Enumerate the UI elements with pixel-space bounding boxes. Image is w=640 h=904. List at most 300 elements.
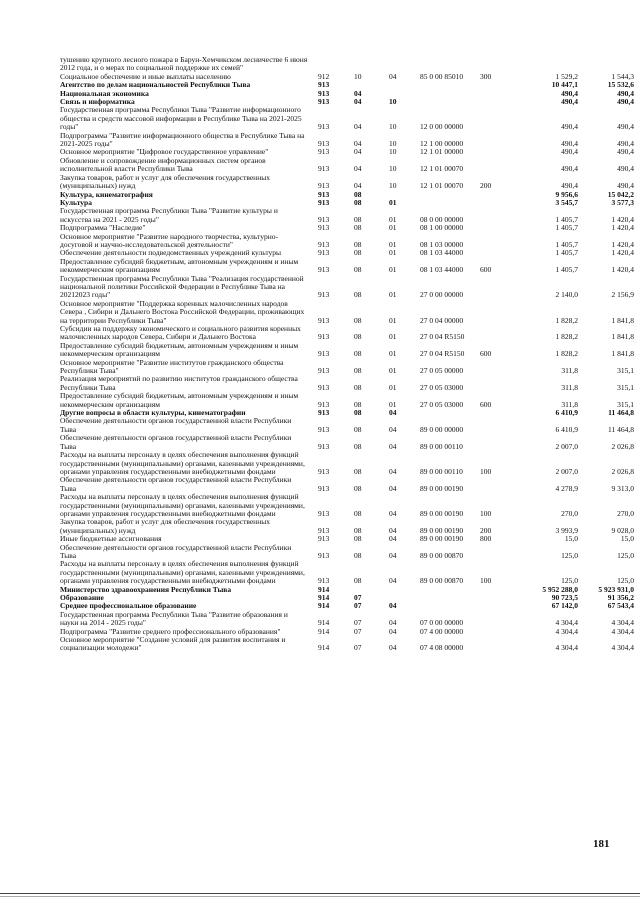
table-row [60,374,634,392]
subsection-code: 04 [389,71,397,81]
section-code: 04 [354,122,362,132]
row-name: Основное мероприятие "Создание условий для развития воспитания и социализации молодежи" [60,635,286,653]
table-row [60,492,634,518]
section-code: 08 [354,332,362,342]
amount-year-1: 6 410,9 [555,408,578,418]
subsection-code: 10 [389,147,397,157]
table-row [60,340,634,359]
table-row [60,635,634,653]
row-name: Иные бюджетные ассигнования [60,534,162,544]
row-name: Подпрограмма "Развитие информационного общества в Республике Тыва на 2021-2025 годы" [60,130,305,149]
amount-year-2: 4 304,4 [611,626,634,636]
amount-year-1: 5 952 288,0 [542,584,578,594]
table-row [60,256,634,275]
amount-year-2: 1 420,4 [611,214,634,224]
section-code: 04 [354,139,362,149]
amount-year-1: 125,0 [561,576,578,586]
amount-year-2: 11 464,8 [608,424,634,434]
amount-year-1: 125,0 [561,550,578,560]
subsection-code: 04 [389,424,397,434]
section-code: 08 [354,349,362,359]
row-name: Закупка товаров, работ и услуг для обеспечения государственных (муниципальных) нужд [60,517,271,535]
table-row [60,88,634,98]
target-article-code: 27 0 05 00000 [420,366,464,376]
row-name: Культура [60,197,92,207]
section-code: 08 [354,315,362,325]
subsection-code: 01 [389,248,397,258]
row-name: Предоставление субсидий бюджетным, автономным учреждениям и иным некоммерческим организациям [60,391,299,409]
target-article-code: 89 0 00 00190 [420,534,464,544]
target-article-code: 89 0 00 00870 [420,576,464,586]
amount-year-2: 15 042,2 [607,189,634,199]
subsection-code: 10 [389,122,397,132]
table-row [60,105,634,132]
amount-year-2: 1 841,8 [611,332,634,342]
row-name: Основное мероприятие "Развитие народного творчества, культурно-досуговой и научно-исследовательской деятельности" [60,231,278,249]
section-code: 04 [354,97,362,107]
footer-rule [0,893,640,894]
department-code: 914 [318,643,330,653]
expense-type-code: 200 [480,181,492,191]
section-code: 07 [354,626,362,636]
expense-type-code: 100 [480,466,492,476]
row-name: Расходы на выплаты персоналу в целях обеспечения выполнения функций государственными (муниципальными) органами, казенными учреждениями, органами управления государственными внебюджетными фондами [60,450,305,476]
department-code: 913 [318,97,330,107]
subsection-code: 04 [389,618,397,628]
table-row [60,559,634,586]
row-name: Подпрограмма "Наследие" [60,223,146,233]
target-article-code: 08 0 00 00000 [420,214,464,224]
row-name: Государственная программа Республики Тыва "Развитие культуры и искусства на 2021 - 2025 годы" [60,206,278,224]
subsection-code: 04 [389,534,397,544]
table-row [60,298,634,325]
department-code: 913 [318,239,330,249]
section-code: 08 [354,290,362,300]
subsection-code: 04 [389,550,397,560]
target-article-code: 27 0 04 R5150 [420,349,465,359]
department-code: 913 [318,181,330,191]
amount-year-2: 490,4 [617,164,634,174]
target-article-code: 12 1 01 00000 [420,147,464,157]
department-code: 913 [318,525,330,535]
table-row [60,130,634,149]
row-name: Расходы на выплаты персоналу в целях обеспечения выполнения функций государственными (муниципальными) органами, казенными учреждениями, органами управления государственными внебюджетными фондами [60,492,305,518]
department-code: 913 [318,550,330,560]
amount-year-2: 1 841,8 [611,349,634,359]
amount-year-1: 490,4 [561,139,578,149]
section-code: 04 [354,147,362,157]
row-name: тушению крупного лесного пожара в Барун-Хемчикском лесничестве 6 июня 2012 года, и о мерах по социальной поддержке их семей" [60,55,308,73]
section-code: 08 [354,408,362,418]
subsection-code: 01 [389,332,397,342]
department-code: 913 [318,508,330,518]
amount-year-1: 311,8 [561,366,578,376]
section-code: 04 [354,164,362,174]
section-code: 08 [354,576,362,586]
amount-year-2: 490,4 [617,147,634,157]
department-code: 913 [318,214,330,224]
amount-year-1: 490,4 [561,147,578,157]
department-code: 913 [318,441,330,451]
target-article-code: 89 0 00 00000 [420,424,464,434]
amount-year-2: 125,0 [617,550,634,560]
amount-year-2: 2 026,8 [611,466,634,476]
subsection-code: 04 [389,601,397,611]
section-code: 07 [354,601,362,611]
target-article-code: 12 1 01 00070 [420,164,464,174]
department-code: 913 [318,290,330,300]
target-article-code: 27 0 00 00000 [420,290,464,300]
row-name: Закупка товаров, работ и услуг для обеспечения государственных (муниципальных) нужд [60,172,271,191]
section-code: 07 [354,643,362,653]
section-code: 08 [354,525,362,535]
subsection-code: 04 [389,483,397,493]
row-name: Государственная программа Республики Тыва "Реализация государственной национальной политики Российской Федерации в Республике Тыва на 20212023 годы" [60,273,304,300]
amount-year-1: 1 405,7 [555,223,578,233]
amount-year-2: 67 543,4 [607,601,634,611]
target-article-code: 27 0 05 03000 [420,399,464,409]
department-code: 913 [318,332,330,342]
amount-year-2: 490,4 [617,139,634,149]
department-code: 913 [318,382,330,392]
amount-year-1: 3 993,9 [555,525,578,535]
table-row [60,172,634,191]
target-article-code: 12 1 00 00000 [420,139,464,149]
amount-year-2: 1 420,4 [611,223,634,233]
row-name: Основное мероприятие "Поддержка коренных малочисленных народов Севера , Сибири и Дальнего Востока Российской Федерации, проживающих на территории Республики Тыва" [60,298,305,325]
subsection-code: 04 [389,408,397,418]
amount-year-1: 490,4 [561,164,578,174]
row-name: Агентство по делам национальностей Республики Тыва [60,80,251,90]
amount-year-2: 315,1 [617,399,634,409]
department-code: 913 [318,164,330,174]
amount-year-1: 490,4 [561,122,578,132]
row-name: Субсидии на поддержку экономического и социального развития коренных малочисленных народов Севера, Сибири и Дальнего Востока [60,324,301,342]
section-code: 08 [354,366,362,376]
row-name: Основное мероприятие "Развитие институтов гражданского общества Республики Тыва" [60,357,284,376]
amount-year-1: 1 405,7 [555,239,578,249]
amount-year-2: 9 313,0 [611,483,634,493]
section-code: 08 [354,424,362,434]
amount-year-2: 1 420,4 [611,239,634,249]
table-row [60,609,634,628]
section-code: 08 [354,534,362,544]
amount-year-2: 9 028,0 [611,525,634,535]
row-name: Предоставление субсидий бюджетным, автономным учреждениям и иным некоммерческим организациям [60,340,299,359]
amount-year-2: 4 304,4 [611,643,634,653]
amount-year-1: 4 304,4 [555,643,578,653]
table-row [60,206,634,224]
section-code: 08 [354,239,362,249]
amount-year-2: 1 544,3 [611,71,634,81]
amount-year-2: 315,1 [617,366,634,376]
department-code: 913 [318,80,330,90]
row-name: Государственная программа Республики Тыва "Развитие образования и науки на 2014 - 2025 годы" [60,609,288,628]
row-name: Культура, кинематография [60,189,153,199]
department-code: 913 [318,248,330,258]
department-code: 913 [318,534,330,544]
department-code: 914 [318,626,330,636]
department-code: 913 [318,189,330,199]
section-code: 08 [354,399,362,409]
section-code: 08 [354,466,362,476]
amount-year-1: 1 405,7 [555,248,578,258]
table-row [60,155,634,174]
amount-year-1: 67 142,0 [551,601,578,611]
amount-year-1: 2 140,0 [555,290,578,300]
section-code: 08 [354,248,362,258]
row-name: Государственная программа Республики Тыва "Развитие информационного общества и средств массовой информации в Республике Тыва на 2021-2025 годы" [60,105,302,132]
row-name: Обеспечение деятельности органов государственной власти Республики Тыва [60,416,292,434]
subsection-code: 01 [389,265,397,275]
department-code: 913 [318,315,330,325]
target-article-code: 08 1 03 44000 [420,248,464,258]
section-code: 04 [354,181,362,191]
amount-year-1: 15,0 [564,534,578,544]
section-code: 08 [354,214,362,224]
expense-type-code: 300 [480,71,492,81]
amount-year-2: 15,0 [620,534,634,544]
row-name: Предоставление субсидий бюджетным, автономным учреждениям и иным некоммерческим организациям [60,256,299,275]
table-row [60,231,634,250]
table-row [60,416,634,434]
row-name: Социальное обеспечение и иные выплаты населению [60,71,231,81]
amount-year-2: 490,4 [617,122,634,132]
table-row [60,391,634,409]
subsection-code: 10 [389,97,397,107]
department-code: 913 [318,399,330,409]
section-code: 04 [354,88,362,98]
row-name: Основное мероприятие "Цифровое государственное управление" [60,147,269,157]
department-code: 913 [318,466,330,476]
amount-year-2: 490,4 [617,181,634,191]
department-code: 914 [318,618,330,628]
amount-year-2: 15 532,6 [607,80,634,90]
subsection-code: 01 [389,399,397,409]
subsection-code: 01 [389,223,397,233]
department-code: 913 [318,408,330,418]
department-code: 913 [318,349,330,359]
section-code: 08 [354,223,362,233]
amount-year-1: 490,4 [561,88,578,98]
subsection-code: 10 [389,181,397,191]
amount-year-2: 1 420,4 [611,248,634,258]
department-code: 913 [318,122,330,132]
row-name: Подпрограмма "Развитие среднего профессионального образования" [60,626,281,636]
row-name: Обеспечение деятельности органов государственной власти Республики Тыва [60,433,292,451]
target-article-code: 27 0 05 03000 [420,382,464,392]
target-article-code: 12 0 00 00000 [420,122,464,132]
amount-year-2: 5 923 931,0 [598,584,634,594]
target-article-code: 89 0 00 00190 [420,483,464,493]
subsection-code: 04 [389,643,397,653]
target-article-code: 07 0 00 00000 [420,618,464,628]
amount-year-2: 2 156,9 [611,290,634,300]
row-name: Расходы на выплаты персоналу в целях обеспечения выполнения функций государственными (муниципальными) органами, казенными учреждениями, органами управления государственными внебюджетными фондами [60,559,305,586]
amount-year-1: 90 723,5 [551,593,578,603]
expense-type-code: 600 [480,349,492,359]
section-code: 08 [354,189,362,199]
table-row [60,273,634,300]
department-code: 913 [318,197,330,207]
amount-year-2: 125,0 [617,576,634,586]
department-code: 913 [318,576,330,586]
department-code: 913 [318,223,330,233]
target-article-code: 27 0 04 00000 [420,315,464,325]
subsection-code: 04 [389,441,397,451]
row-name: Обновление и сопровождение информационных систем органов исполнительной власти Республики Тыва [60,155,266,174]
department-code: 913 [318,265,330,275]
row-name: Обеспечение деятельности органов государственной власти Республики Тыва [60,542,292,560]
amount-year-1: 9 956,6 [555,189,578,199]
expense-type-code: 100 [480,508,492,518]
row-name: Реализация мероприятий по развитию институтов гражданского общества Республики Тыва [60,374,298,392]
table-row [60,475,634,493]
section-code: 08 [354,508,362,518]
expense-type-code: 600 [480,265,492,275]
amount-year-1: 311,8 [561,399,578,409]
amount-year-2: 490,4 [617,88,634,98]
target-article-code: 89 0 00 00110 [420,466,463,476]
amount-year-2: 91 356,2 [607,593,634,603]
amount-year-1: 1 828,2 [555,349,578,359]
amount-year-1: 3 545,7 [555,197,578,207]
expense-type-code: 600 [480,399,492,409]
amount-year-1: 1 405,7 [555,214,578,224]
subsection-code: 01 [389,239,397,249]
subsection-code: 01 [389,366,397,376]
department-code: 913 [318,88,330,98]
subsection-code: 01 [389,382,397,392]
table-row [60,189,634,199]
subsection-code: 01 [389,349,397,359]
budget-table [60,55,634,653]
subsection-code: 04 [389,508,397,518]
amount-year-1: 270,0 [561,508,578,518]
target-article-code: 89 0 00 00190 [420,525,464,535]
subsection-code: 04 [389,576,397,586]
department-code: 913 [318,483,330,493]
amount-year-1: 6 410,9 [555,424,578,434]
amount-year-2: 3 577,3 [611,197,634,207]
amount-year-1: 2 007,0 [555,466,578,476]
expense-type-code: 100 [480,576,492,586]
department-code: 914 [318,601,330,611]
department-code: 914 [318,593,330,603]
target-article-code: 08 1 00 00000 [420,223,464,233]
section-code: 08 [354,550,362,560]
target-article-code: 89 0 00 00870 [420,550,464,560]
department-code: 913 [318,139,330,149]
target-article-code: 89 0 00 00190 [420,508,464,518]
section-code: 08 [354,483,362,493]
department-code: 912 [318,71,330,81]
amount-year-2: 2 026,8 [611,441,634,451]
row-name: Обеспечение деятельности подведомственных учреждений культуры [60,248,282,258]
amount-year-1: 1 529,2 [555,71,578,81]
section-code: 08 [354,441,362,451]
section-code: 07 [354,593,362,603]
amount-year-2: 4 304,4 [611,618,634,628]
table-row [60,517,634,535]
target-article-code: 12 1 01 00070 [420,181,464,191]
target-article-code: 85 0 00 85010 [420,71,464,81]
department-code: 913 [318,424,330,434]
amount-year-1: 4 304,4 [555,626,578,636]
section-code: 08 [354,265,362,275]
table-row [60,357,634,376]
target-article-code: 07 4 00 00000 [420,626,464,636]
amount-year-1: 490,4 [561,181,578,191]
amount-year-2: 1 420,4 [611,265,634,275]
footer-rule-secondary [0,896,640,897]
table-row [60,433,634,451]
row-name: Обеспечение деятельности органов государственной власти Республики Тыва [60,475,292,493]
amount-year-1: 4 278,9 [555,483,578,493]
table-row [60,450,634,476]
target-article-code: 08 1 03 44000 [420,265,464,275]
department-code: 913 [318,147,330,157]
row-name: Другие вопросы в области культуры, кинематографии [60,408,246,418]
target-article-code: 27 0 04 R5150 [420,332,465,342]
row-name: Образование [60,593,104,602]
department-code: 913 [318,366,330,376]
page-number: 181 [593,838,610,850]
amount-year-1: 311,8 [561,382,578,392]
subsection-code: 10 [389,164,397,174]
subsection-code: 04 [389,525,397,535]
table-row [60,542,634,561]
subsection-code: 04 [389,466,397,476]
amount-year-1: 2 007,0 [555,441,578,451]
section-code: 08 [354,197,362,207]
row-name: Министерство здравоохранения Республики Тыва [60,584,232,594]
amount-year-2: 490,4 [617,97,634,107]
amount-year-2: 315,1 [617,382,634,392]
amount-year-2: 11 464,8 [608,408,634,418]
amount-year-1: 490,4 [561,97,578,107]
subsection-code: 01 [389,315,397,325]
subsection-code: 01 [389,290,397,300]
table-row [60,56,620,73]
expense-type-code: 200 [480,525,492,535]
row-name: Национальная экономика [60,88,149,98]
subsection-code: 10 [389,139,397,149]
amount-year-1: 1 828,2 [555,315,578,325]
table-row [60,584,634,594]
amount-year-1: 1 405,7 [555,265,578,275]
target-article-code: 07 4 08 00000 [420,643,464,653]
amount-year-1: 10 447,1 [551,80,578,90]
target-article-code: 89 0 00 00110 [420,441,463,451]
section-code: 10 [354,71,362,81]
amount-year-1: 4 304,4 [555,618,578,628]
section-code: 07 [354,618,362,628]
department-code: 914 [318,584,330,594]
expense-type-code: 800 [480,534,492,544]
subsection-code: 01 [389,214,397,224]
amount-year-2: 270,0 [617,508,634,518]
row-name: Связь и информатика [60,97,135,107]
target-article-code: 08 1 03 00000 [420,239,464,249]
subsection-code: 04 [389,626,397,636]
section-code: 08 [354,382,362,392]
amount-year-2: 1 841,8 [611,315,634,325]
row-name: Среднее профессиональное образование [60,601,197,611]
amount-year-1: 1 828,2 [555,332,578,342]
table-row [60,324,634,342]
subsection-code: 01 [389,197,397,207]
